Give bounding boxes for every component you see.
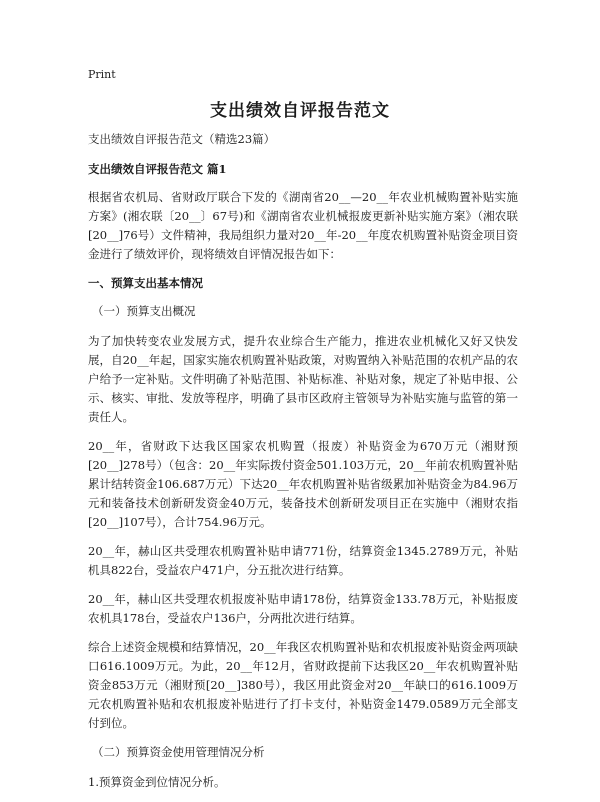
paragraph-summary: 综合上述资金规模和结算情况，20__年我区农机购置补贴和农机报废补贴资金两项缺口616.1009万元。为此，20__年12月，省财政提前下达我区20__年农机购置补贴资金853万元（湘财预[20__]380号），我区用此资金对20__年缺口的616.1009万元农机购置补贴和农机报废补贴进行了打卡支付，补贴资金1479.0589万元全部支付到位。 xyxy=(88,640,518,730)
paragraph-scrap-subsidy: 20__年，赫山区共受理农机报废补贴申请178份，结算资金133.78万元，补贴报废农机具178台，受益农户136户，分两批次进行结算。 xyxy=(88,592,518,625)
paragraph-funds: 20__年，省财政下达我区国家农机购置（报废）补贴资金为670万元（湘财预[20__]278号）（包含：20__年实际拨付资金501.103万元，20__年前农机购置补贴累计结转资金106.687万元）下达20__年农机购置补贴省级累加补贴资金为84.96万元和装备技术创新研发资金40万元，装备技术创新研发项目正在实施中（湘财农指[20__]107号），合计754.96万元。 xyxy=(88,439,518,529)
intro-paragraph: 根据省农机局、省财政厅联合下发的《湖南省20__—20__年农业机械购置补贴实施方案》(湘农联〔20__〕67号)和《湖南省农业机械报废更新补贴实施方案》（湘农联[20__]76号）文件精神，我局组织力量对20__年-20__年度农机购置补贴资金项目资金进行了绩效评价，现将绩效自评情况报告如下： xyxy=(88,190,518,261)
section-title: 支出绩效自评报告范文 篇1 xyxy=(88,162,227,176)
paragraph-purchase-subsidy: 20__年，赫山区共受理农机购置补贴申请771份，结算资金1345.2789万元，补贴机具822台，受益农户471户，分五批次进行结算。 xyxy=(88,544,518,577)
print-label[interactable]: Print xyxy=(88,68,116,81)
subheading-fund-management: （二）预算资金使用管理情况分析 xyxy=(92,745,265,759)
document-subtitle: 支出绩效自评报告范文（精选23篇） xyxy=(88,132,276,146)
document-title: 支出绩效自评报告范文 xyxy=(210,101,390,121)
document-body xyxy=(88,130,518,802)
paragraph-fund-arrival: 1.预算资金到位情况分析。 xyxy=(88,775,226,789)
subheading-expenditure-summary: （一）预算支出概况 xyxy=(92,304,196,318)
paragraph-policy: 为了加快转变农业发展方式，提升农业综合生产能力，推进农业机械化又好又快发展，自20__年起，国家实施农机购置补贴政策，对购置纳入补贴范围的农机产品的农户给予一定补贴。文件明确了补贴范围、补贴标准、补贴对象，规定了补贴申报、公示、核实、审批、发放等程序，明确了县市区政府主管领导为补贴实施与监管的第一责任人。 xyxy=(88,334,518,424)
heading-budget-overview: 一、预算支出基本情况 xyxy=(88,276,203,290)
